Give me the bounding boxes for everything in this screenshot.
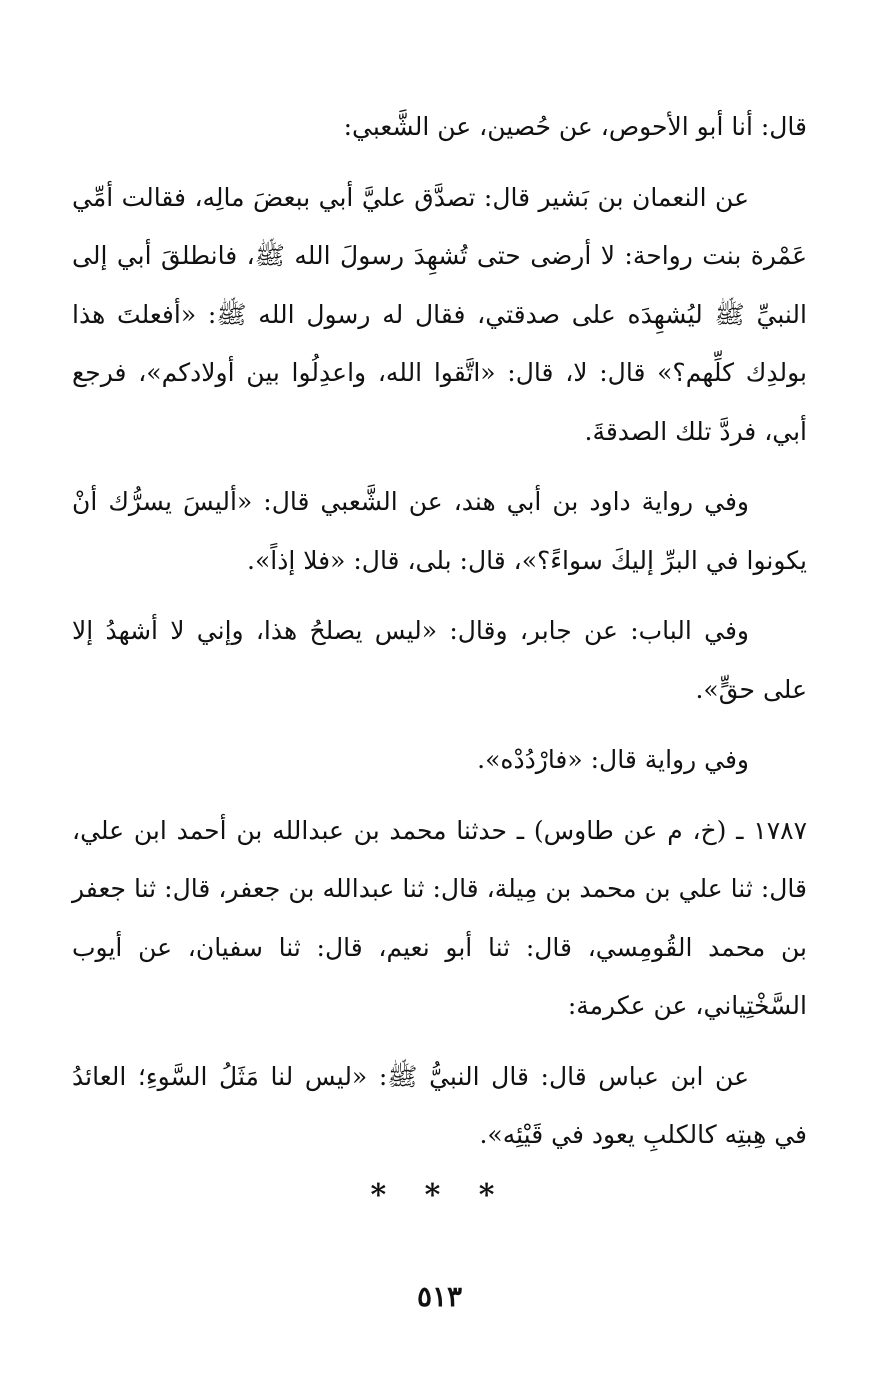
paragraph-isnad-intro: قال: أنا أبو الأحوص، عن حُصين، عن الشَّعبي: bbox=[343, 112, 807, 141]
paragraph-riwaya-dawud: وفي رواية داود بن أبي هند، عن الشَّعبي قال: «أليسَ يسرُّك أنْ يكونوا في البرِّ إليكَ سواءً؟»، قال: بلى، قال: «فلا إذاً». bbox=[72, 487, 807, 575]
section-separator: * * * bbox=[370, 1178, 509, 1213]
paragraph-hadith-1787-isnad: ١٧٨٧ ـ (خ، م عن طاوس) ـ حدثنا محمد بن عبدالله بن أحمد ابن علي، قال: ثنا علي بن محمد بن مِيلة، قال: ثنا عبدالله بن جعفر، قال: ثنا جعفر بن محمد القُومِسي، قال: ثنا أبو نعيم، قال: ثنا سفيان، عن أيوب السَّخْتِياني، عن عكرمة: bbox=[72, 815, 807, 1020]
page-number: ٥١٣ bbox=[416, 1280, 463, 1313]
page-body-text bbox=[72, 98, 807, 1165]
paragraph-riwaya-urdudhu: وفي رواية قال: «فارْدُدْه». bbox=[477, 745, 749, 774]
paragraph-bab-jabir: وفي الباب: عن جابر، وقال: «ليس يصلحُ هذا، وإني لا أشهدُ إلا على حقٍّ». bbox=[72, 616, 807, 704]
paragraph-hadith-nuaman: عن النعمان بن بَشير قال: تصدَّق عليَّ أبي ببعضَ مالِه، فقالت أمِّي عَمْرة بنت رواحة: لا أرضى حتى تُشهِدَ رسولَ الله ﷺ، فانطلقَ أبي إلى النبيِّ ﷺ ليُشهِدَه على صدقتي، فقال له رسول الله ﷺ: «أفعلتَ هذا بولدِك كلِّهم؟» قال: لا، قال: «اتَّقوا الله، واعدِلُوا بين أولادكم»، فرجع أبي، فردَّ تلك الصدقةَ. bbox=[72, 182, 807, 446]
paragraph-hadith-ibn-abbas: عن ابن عباس قال: قال النبيُّ ﷺ: «ليس لنا مَثَلُ السَّوءِ؛ العائدُ في هِبتِه كالكلبِ يعود في قَيْئِه». bbox=[72, 1061, 807, 1149]
